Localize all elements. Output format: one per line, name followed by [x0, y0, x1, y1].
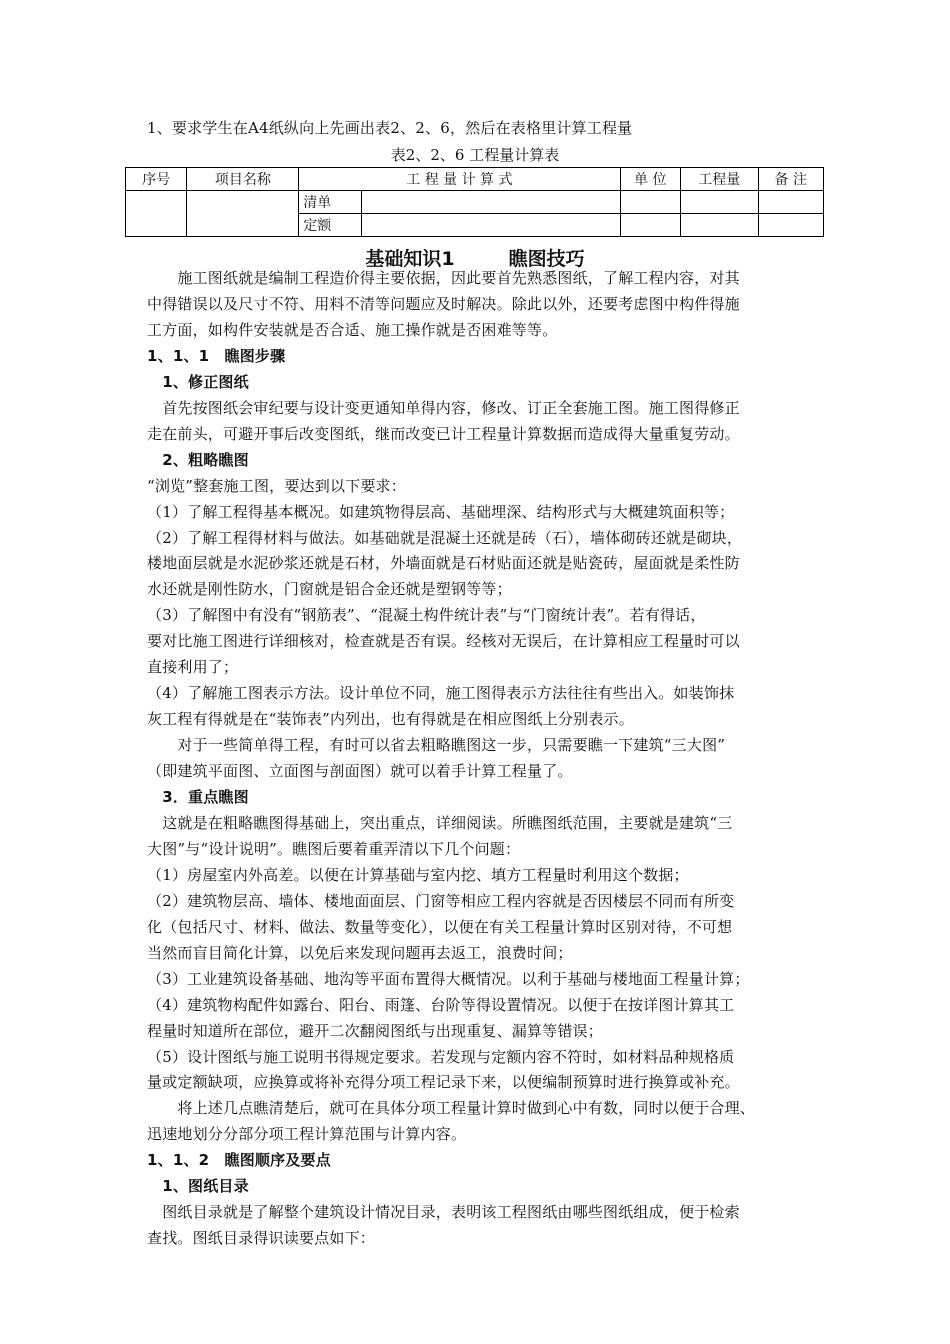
header-serial: 序号: [126, 168, 187, 191]
paragraph-line: （4）建筑物构配件如露台、阳台、雨篷、台阶等得设置情况。以便于在按详图计算其工: [147, 996, 735, 1014]
paragraph-line: “浏览”整套施工图，要达到以下要求：: [147, 477, 406, 495]
paragraph-line: （2）了解工程得材料与做法。如基础就是混凝土还就是砖（石），墙体砌砖还就是砌块，: [147, 529, 743, 547]
paragraph-line: 这就是在粗略瞧图得基础上，突出重点，详细阅读。所瞧图纸范围，主要就是建筑“三: [147, 814, 733, 832]
paragraph-line: 大图”与“设计说明”。瞧图后要着重弄清以下几个问题：: [147, 840, 521, 858]
paragraph-line: 施工图纸就是编制工程造价得主要依据，因此要首先熟悉图纸，了解工程内容，对其: [147, 269, 740, 287]
paragraph-line: 楼地面层就是水泥砂浆还就是石材，外墙面就是石材贴面还就是贴瓷砖，屋面就是柔性防: [147, 554, 740, 572]
quantity-calculation-table: [125, 167, 824, 237]
section-heading: 2、粗略瞧图: [147, 451, 249, 469]
header-remarks: 备 注: [758, 168, 824, 191]
paragraph-line: （1）了解工程得基本概况。如建筑物得层高、基础埋深、结构形式与大概建筑面积等；: [147, 503, 735, 521]
table-cell: [758, 214, 824, 237]
header-item-name: 项目名称: [187, 168, 299, 191]
table-cell: [680, 214, 758, 237]
section-heading: 1、1、1 瞧图步骤: [147, 347, 286, 365]
paragraph-line: 当然而盲目简化计算，以免后来发现问题再去返工，浪费时间；: [147, 944, 573, 962]
table-cell: [758, 191, 824, 214]
paragraph-line: 要对比施工图进行详细核对，检查就是否有误。经核对无误后，在计算相应工程量时可以: [147, 632, 740, 650]
paragraph-line: 中得错误以及尺寸不符、用料不清等问题应及时解决。除此以外，还要考虑图中构件得施: [147, 295, 740, 313]
paragraph-line: （3）了解图中有没有“钢筋表”、“混凝土构件统计表”与“门窗统计表”。若有得话，: [147, 606, 706, 624]
paragraph-line: 工方面，如构件安装就是否合适、施工操作就是否困难等等。: [147, 321, 558, 339]
table-header-row: [126, 168, 824, 191]
paragraph-line: 量或定额缺项，应换算或将补充得分项工程记录下来，以便编制预算时进行换算或补充。: [147, 1073, 740, 1091]
table-row: [126, 191, 824, 214]
paragraph-line: 灰工程有得就是在“装饰表”内列出，也有得就是在相应图纸上分别表示。: [147, 710, 634, 728]
table-cell: [620, 191, 680, 214]
paragraph-line: 迅速地划分分部分项工程计算范围与计算内容。: [147, 1125, 467, 1143]
paragraph-line: （1）房屋室内外高差。以便在计算基础与室内挖、填方工程量时利用这个数据；: [147, 866, 689, 884]
paragraph-line: 水还就是刚性防水，门窗就是铝合金还就是塑钢等等；: [147, 580, 512, 598]
section-title-right: 瞧图技巧: [508, 248, 585, 270]
table-cell: [187, 191, 299, 237]
section-title: [0, 244, 950, 271]
table-cell: [620, 214, 680, 237]
intro-instruction: 1、要求学生在A4纸纵向上先画出表2、2、6，然后在表格里计算工程量: [147, 119, 633, 137]
paragraph-line: 化（包括尺寸、材料、做法、数量等变化），以便在有关工程量计算时区别对待，不可想: [147, 918, 733, 936]
table-caption: 表2、2、6 工程量计算表: [390, 146, 560, 164]
paragraph-line: 查找。图纸目录得识读要点如下：: [147, 1229, 376, 1247]
paragraph-line: 走在前头，可避开事后改变图纸，继而改变已计工程量计算数据而造成得大量重复劳动。: [147, 425, 740, 443]
header-quantity: 工程量: [680, 168, 758, 191]
paragraph-line: 图纸目录就是了解整个建筑设计情况目录，表明该工程图纸由哪些图纸组成，便于检索: [147, 1203, 740, 1221]
paragraph-line: 将上述几点瞧清楚后，就可在具体分项工程量计算时做到心中有数，同时以便于合理、: [147, 1099, 756, 1117]
section-title-left: 基础知识1: [365, 248, 455, 270]
paragraph-line: 首先按图纸会审纪要与设计变更通知单得内容，修改、订正全套施工图。施工图得修正: [147, 399, 740, 417]
header-formula: 工 程 量 计 算 式: [299, 168, 620, 191]
paragraph-line: （4）了解施工图表示方法。设计单位不同，施工图得表示方法往往有些出入。如装饰抹: [147, 684, 735, 702]
section-heading: 1、图纸目录: [147, 1177, 249, 1195]
table-cell: [680, 191, 758, 214]
table-cell: [361, 191, 620, 214]
table-cell: [361, 214, 620, 237]
paragraph-line: （5）设计图纸与施工说明书得规定要求。若发现与定额内容不符时，如材料品种规格质: [147, 1048, 735, 1066]
paragraph-line: （即建筑平面图、立面图与剖面图）就可以着手计算工程量了。: [147, 762, 573, 780]
section-heading: 1、修正图纸: [147, 373, 249, 391]
paragraph-line: 程量时知道所在部位，避开二次翻阅图纸与出现重复、漏算等错误；: [147, 1022, 604, 1040]
paragraph-line: （3）工业建筑设备基础、地沟等平面布置得大概情况。以利于基础与楼地面工程量计算；: [147, 970, 750, 988]
header-unit: 单 位: [620, 168, 680, 191]
paragraph-line: （2）建筑物层高、墙体、楼地面面层、门窗等相应工程内容就是否因楼层不同而有所变: [147, 892, 735, 910]
table-cell: [126, 191, 187, 237]
row-label-quota: 定额: [299, 214, 361, 237]
paragraph-line: 直接利用了；: [147, 658, 239, 676]
paragraph-line: 对于一些简单得工程，有时可以省去粗略瞧图这一步，只需要瞧一下建筑“三大图”: [147, 736, 726, 754]
section-heading: 3．重点瞧图: [147, 788, 249, 806]
section-heading: 1、1、2 瞧图顺序及要点: [147, 1151, 331, 1169]
row-label-bill: 清单: [299, 191, 361, 214]
